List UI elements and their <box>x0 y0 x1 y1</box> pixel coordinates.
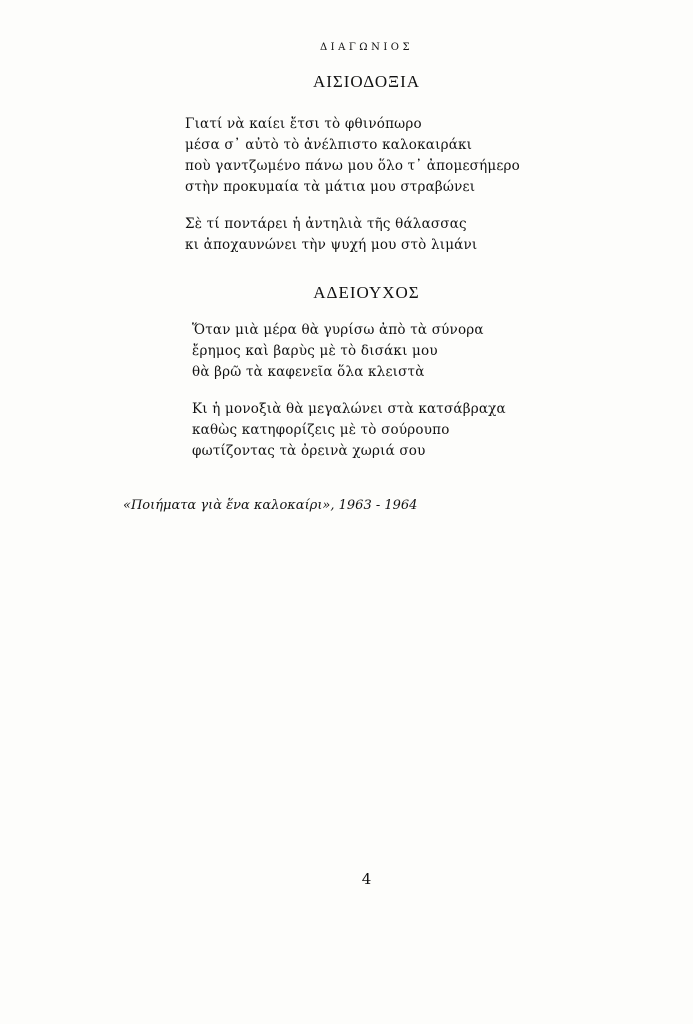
poem-line: φωτίζοντας τὰ ὀρεινὰ χωριά σου <box>192 443 426 459</box>
poem-line: μέσα σ᾽ αὐτὸ τὸ ἀνέλπιστο καλοκαιράκι <box>185 137 473 153</box>
stanza <box>192 399 506 462</box>
poem-line: θὰ βρῶ τὰ καφενεῖα ὅλα κλειστὰ <box>192 364 425 380</box>
stanza <box>192 320 506 383</box>
stanza <box>185 214 520 256</box>
poem-line: ποὺ γαντζωμένο πάνω μου ὅλο τ᾽ ἀπομεσήμερο <box>185 158 521 174</box>
source-citation: «Ποιήματα γιὰ ἕνα καλοκαίρι», 1963 - 1964 <box>123 498 418 513</box>
poem-body <box>185 114 520 256</box>
poem-title: ΑΔΕΙΟΥΧΟΣ <box>313 283 420 302</box>
poem-title: ΑΙΣΙΟΔΟΞΙΑ <box>312 72 421 91</box>
poem-body <box>192 320 506 462</box>
poem-line: ἔρημος καὶ βαρὺς μὲ τὸ δισάκι μου <box>192 343 438 359</box>
poem-line: καθὼς κατηφορίζεις μὲ τὸ σούρουπο <box>192 422 450 438</box>
poem-line: στὴν προκυμαία τὰ μάτια μου στραβώνει <box>185 179 476 195</box>
poem-line: κι ἀποχαυνώνει τὴν ψυχή μου στὸ λιμάνι <box>185 237 478 253</box>
journal-header: ΔΙΑΓΩΝΙΟΣ <box>319 42 414 53</box>
poem-line: Γιατί νὰ καίει ἔτσι τὸ φθινόπωρο <box>185 116 422 132</box>
poem-line: Ὅταν μιὰ μέρα θὰ γυρίσω ἀπὸ τὰ σύνορα <box>192 322 484 338</box>
poem-line: Κι ἡ μονοξιὰ θὰ μεγαλώνει στὰ κατσάβραχα <box>192 401 506 417</box>
poem-line: Σὲ τί ποντάρει ἡ ἀντηλιὰ τῆς θάλασσας <box>185 216 467 232</box>
stanza <box>185 114 520 198</box>
page-number: 4 <box>361 870 372 888</box>
